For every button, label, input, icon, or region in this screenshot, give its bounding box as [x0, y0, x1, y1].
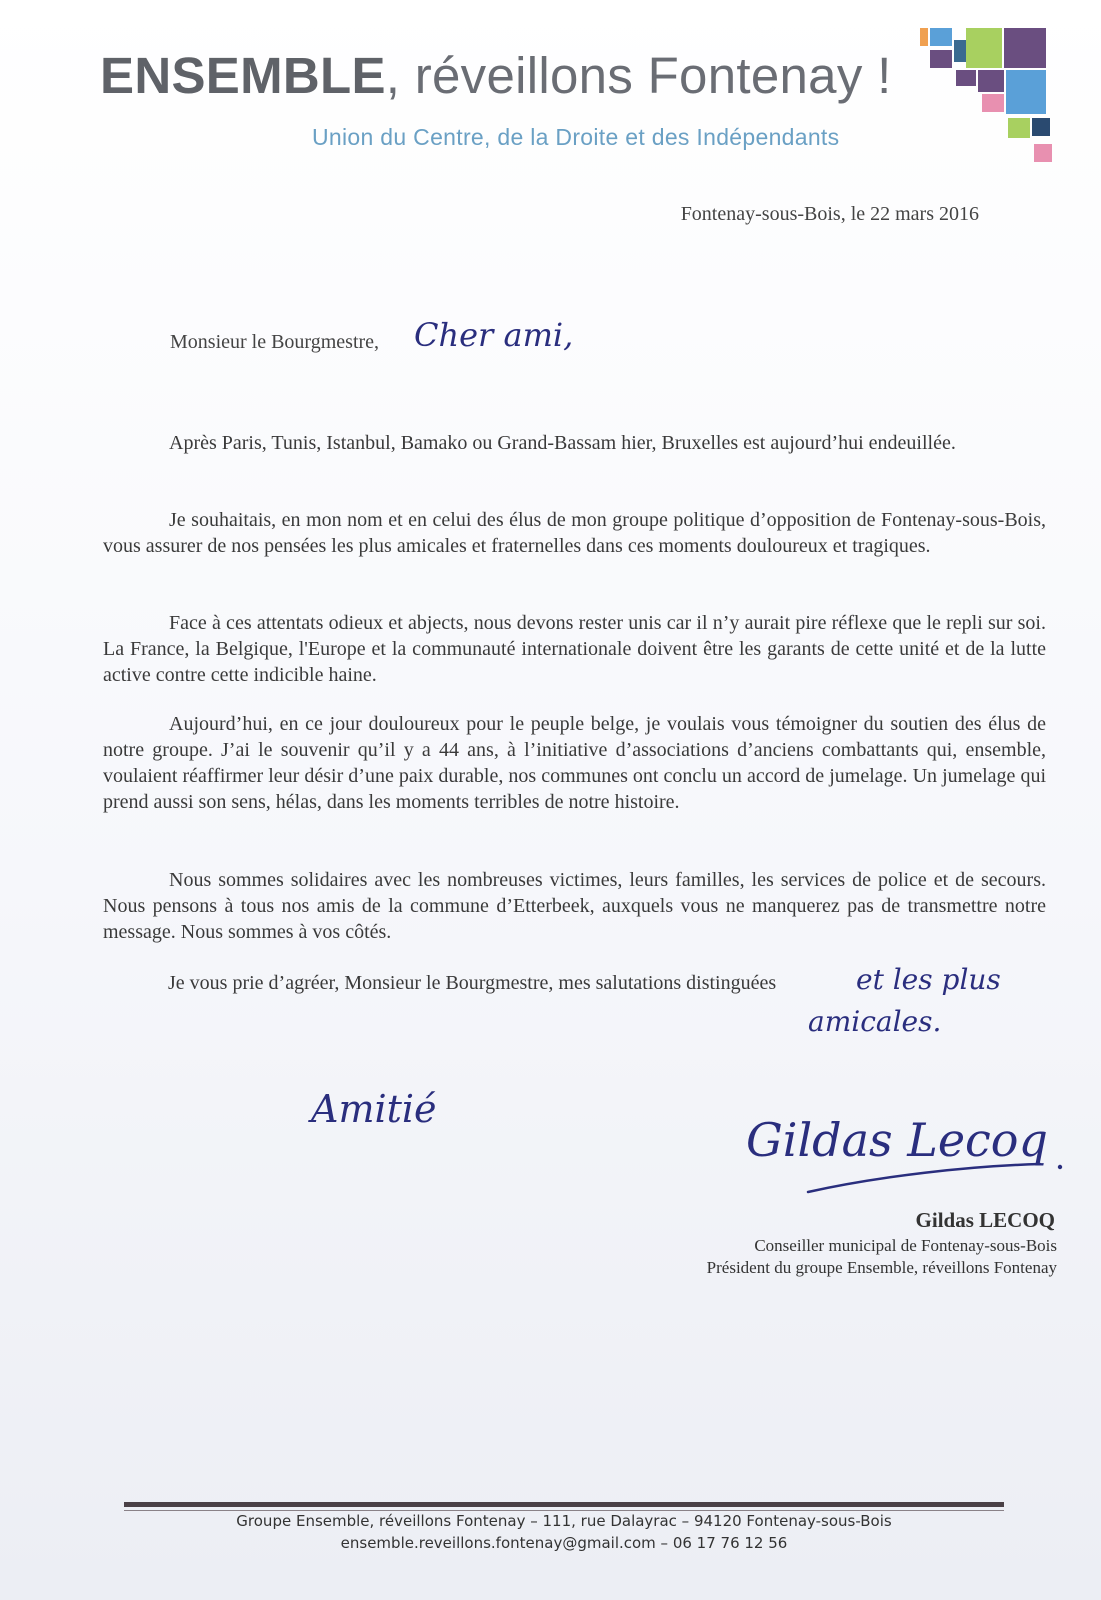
logo-tile: [1006, 70, 1046, 114]
handwritten-closing-line1: et les plus: [856, 963, 1001, 996]
handwritten-signature-text: Gildas Lecoq: [746, 1113, 1048, 1167]
logo-tile: [978, 70, 1004, 92]
logo-tile: [956, 70, 976, 86]
closing-formula: Je vous prie d’agréer, Monsieur le Bourgmestre, mes salutations distinguées: [168, 972, 777, 994]
salutation: Monsieur le Bourgmestre,: [170, 331, 380, 353]
handwritten-closing-line2: amicales.: [808, 1005, 942, 1038]
paragraph-1: Après Paris, Tunis, Istanbul, Bamako ou Grand-Bassam hier, Bruxelles est aujourd’hui endeuillée.: [169, 432, 956, 454]
logo-tile: [1034, 144, 1052, 162]
footer-contact: ensemble.reveillons.fontenay@gmail.com – 06 17 76 12 56: [340, 1534, 788, 1552]
paragraph-3: Face à ces attentats odieux et abjects, nous devons rester unis car il n’y aurait pire réflexe que le repli sur soi. La France, la Belgique, l'Europe et la communauté internationale doivent être les garants de cette unité et de la lutte active contre cette indicible haine.: [103, 612, 1046, 686]
logo-tile: [1004, 28, 1046, 68]
logo-tile: [982, 94, 1004, 112]
logo-tile: [1008, 118, 1030, 138]
signature-dot: [1058, 1165, 1062, 1169]
handwritten-amitie-text: Amitié: [311, 1087, 437, 1131]
paragraph-4: Aujourd’hui, en ce jour douloureux pour le peuple belge, je voulais vous témoigner du soutien des élus de notre groupe. J’ai le souvenir qu’il y a 44 ans, à l’initiative d’associations d’anciens combattants qui, ensemble, voulaient réaffirmer leur désir d’une paix durable, nos communes ont conclu un accord de jumelage. Un jumelage qui prend aussi son sens, hélas, dans les moments terribles de notre histoire.: [103, 713, 1046, 813]
footer-divider: [124, 1502, 1004, 1507]
logo-mosaic-icon: [920, 26, 1080, 176]
footer-address: Groupe Ensemble, réveillons Fontenay – 111, rue Dalayrac – 94120 Fontenay-sous-Bois: [236, 1512, 892, 1530]
handwritten-signature: [740, 1080, 1070, 1200]
handwritten-greeting-text: Cher ami,: [414, 316, 574, 354]
handwritten-greeting: [410, 300, 580, 370]
signature-underline: [808, 1164, 1040, 1192]
letterhead-title-rest: , réveillons Fontenay !: [385, 47, 892, 104]
logo-tile: [1032, 118, 1050, 136]
logo-tile: [966, 28, 1002, 68]
logo-tile: [930, 50, 952, 68]
logo-tile: [920, 28, 928, 46]
letterhead-title: [100, 46, 892, 105]
letterhead-subtitle: Union du Centre, de la Droite et des Indépendants: [312, 124, 840, 150]
date-line: Fontenay-sous-Bois, le 22 mars 2016: [680, 203, 979, 225]
signatory-name: Gildas LECOQ: [915, 1208, 1055, 1232]
footer-divider-thin: [124, 1510, 1004, 1511]
letterhead-title-strong: ENSEMBLE: [100, 47, 386, 104]
signatory-role-2: Président du groupe Ensemble, réveillons Fontenay: [706, 1258, 1057, 1277]
logo-tile: [930, 28, 952, 46]
signatory-role-1: Conseiller municipal de Fontenay-sous-Bois: [754, 1236, 1057, 1255]
handwritten-closing: [808, 955, 1030, 1045]
handwritten-amitie: [305, 1060, 465, 1150]
paragraph-2: Je souhaitais, en mon nom et en celui des élus de mon groupe politique d’opposition de Fontenay-sous-Bois, vous assurer de nos pensées les plus amicales et fraternelles dans ces moments douloureux et tragiques.: [103, 509, 1046, 557]
paragraph-5: Nous sommes solidaires avec les nombreuses victimes, leurs familles, les services de police et de secours. Nous pensons à tous nos amis de la commune d’Etterbeek, auxquels vous ne manquerez pas de transmettre notre message. Nous sommes à vos côtés.: [103, 869, 1046, 943]
